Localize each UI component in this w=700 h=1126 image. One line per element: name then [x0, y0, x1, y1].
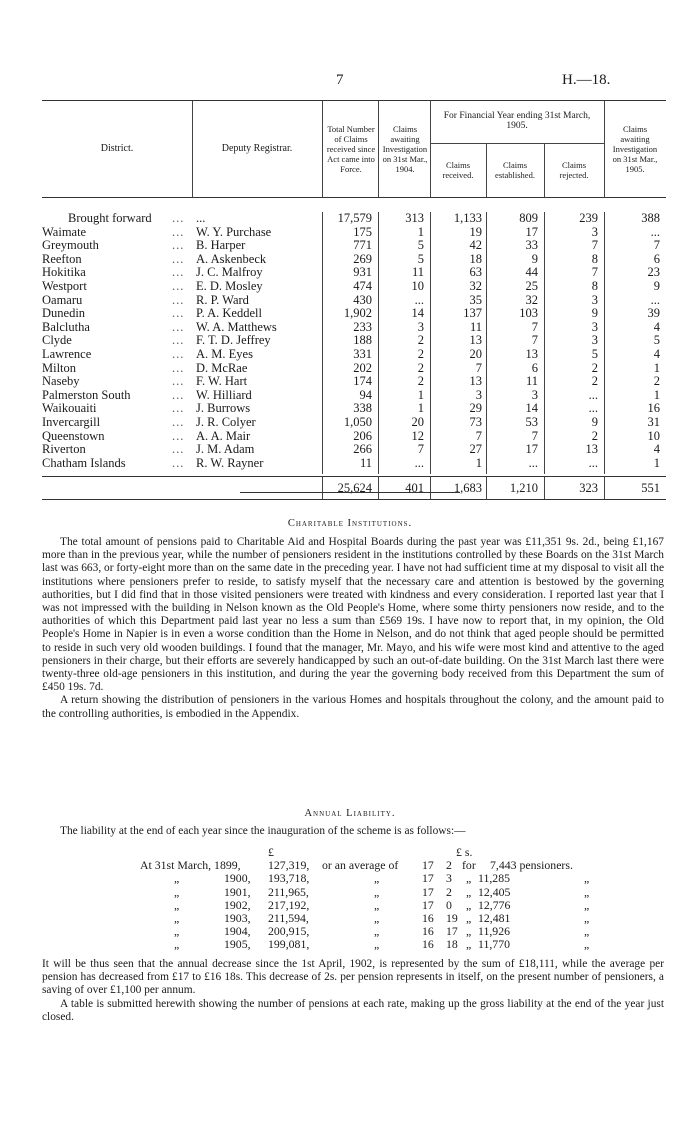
rejected-cell: 13	[585, 442, 598, 457]
header-established: Claims established.	[495, 160, 535, 180]
liability-year: 1905,	[224, 937, 251, 952]
liability-row	[42, 859, 662, 872]
district-cell: Greymouth	[42, 238, 99, 253]
liability-l: 16	[422, 910, 434, 925]
liability-for: for	[462, 858, 476, 873]
district-cell: Oamaru	[42, 292, 83, 307]
district-cell: Reefton	[42, 251, 82, 266]
table-header	[42, 100, 666, 198]
registrar-cell: R. P. Ward	[196, 292, 249, 307]
table-row	[42, 362, 666, 376]
header-registrar: Deputy Registrar.	[221, 143, 293, 154]
liability-for: „	[466, 871, 472, 886]
total-cell: 338	[353, 401, 372, 416]
received-cell: 11	[469, 319, 482, 334]
district-cell: Riverton	[42, 442, 86, 457]
liability-row	[42, 872, 662, 885]
awaiting-1904-cell: 2	[417, 333, 424, 348]
total-cell: 331	[353, 346, 372, 361]
awaiting-1905-cell: 4	[653, 346, 660, 361]
liability-s: 2	[446, 884, 452, 899]
awaiting-1905-cell: 23	[647, 265, 660, 280]
established-cell: 25	[525, 278, 538, 293]
awaiting-1905-cell: ...	[650, 292, 660, 307]
table-row	[42, 334, 666, 348]
leader-dots: ...	[172, 333, 185, 348]
total-cell: 206	[353, 428, 372, 443]
awaiting-1904-cell: 1	[417, 387, 424, 402]
header-financial-year: For Financial Year ending 31st March, 1905.	[443, 111, 591, 131]
awaiting-1904-cell: 2	[417, 360, 424, 375]
liability-for: „	[466, 897, 472, 912]
rejected-cell: 5	[591, 346, 598, 361]
liability-year: 1904,	[224, 924, 251, 939]
district-cell: Clyde	[42, 333, 72, 348]
total-rejected: 323	[579, 481, 598, 496]
table-row	[42, 430, 666, 444]
table-row	[42, 239, 666, 253]
registrar-cell: F. W. Hart	[196, 374, 248, 389]
established-cell: 7	[531, 333, 538, 348]
leader-dots: ...	[172, 346, 185, 361]
received-cell: 18	[469, 251, 482, 266]
liability-count: 11,926	[478, 924, 511, 939]
total-cell: 175	[353, 224, 372, 239]
leader-dots: ...	[172, 442, 185, 457]
total-awaiting-1904: 401	[405, 481, 424, 496]
received-cell: 19	[469, 224, 482, 239]
leader-dots: ...	[172, 428, 185, 443]
district-cell: Waikouaiti	[42, 401, 97, 416]
col-head-pound: £	[268, 845, 274, 859]
district-cell: Balclutha	[42, 319, 90, 334]
received-cell: 32	[469, 278, 482, 293]
annual-text	[42, 958, 664, 1024]
liability-amount: 217,192,	[268, 897, 310, 912]
annual-paragraph-1: It will be thus seen that the annual decrease since the 1st April, 1902, is represented by the sum of £18,111, while the average per pension has decreased from £17 to £16 18s. This decrease of 2s. per pension represents in itself, on the present number of pensioners, a saving of over £1,100 per annum.	[42, 958, 664, 997]
leader-dots: ...	[172, 401, 185, 416]
liability-row	[42, 912, 662, 925]
established-cell: 9	[531, 251, 538, 266]
established-cell: 53	[525, 414, 538, 429]
rejected-cell: 7	[591, 265, 598, 280]
awaiting-1905-cell: 31	[647, 414, 660, 429]
table-row	[42, 416, 666, 430]
established-cell: 17	[525, 224, 538, 239]
liability-amount: 211,594,	[268, 910, 309, 925]
registrar-cell: A. Askenbeck	[196, 251, 267, 266]
district-cell: Chatham Islands	[42, 455, 126, 470]
registrar-cell: W. Y. Purchase	[196, 224, 272, 239]
liability-amount: 211,965,	[268, 884, 309, 899]
awaiting-1905-cell: 10	[647, 428, 660, 443]
liability-amount: 199,081,	[268, 937, 310, 952]
table-row	[42, 280, 666, 294]
received-cell: 20	[469, 346, 482, 361]
registrar-cell: F. T. D. Jeffrey	[196, 333, 271, 348]
awaiting-1905-cell: 1	[653, 455, 660, 470]
table-row	[42, 457, 666, 471]
leader-dots: ...	[172, 278, 185, 293]
awaiting-1905-cell: 9	[653, 278, 660, 293]
header-district: District.	[100, 143, 134, 154]
liability-mid: „	[374, 884, 380, 899]
liability-row	[42, 886, 662, 899]
liability-count: 12,405	[478, 884, 511, 899]
total-cell: 188	[353, 333, 372, 348]
leader-dots: ...	[172, 224, 185, 239]
table-row	[42, 348, 666, 362]
table-totals	[42, 476, 666, 500]
total-cell: 1,902	[343, 306, 372, 321]
table-body	[42, 198, 666, 470]
awaiting-1905-cell: 5	[653, 333, 660, 348]
registrar-cell: A. M. Eyes	[196, 346, 253, 361]
total-cell: 1,050	[343, 414, 372, 429]
leader-dots: ...	[172, 319, 185, 334]
liability-count: 12,481	[478, 910, 511, 925]
total-cell: 233	[353, 319, 372, 334]
awaiting-1904-cell: 7	[417, 442, 424, 457]
registrar-cell: A. A. Mair	[196, 428, 251, 443]
rejected-cell: 2	[591, 428, 598, 443]
liability-row	[42, 925, 662, 938]
annual-intro	[42, 825, 664, 838]
rejected-cell: 8	[591, 278, 598, 293]
header-total: Total Number of Claims received since Act came into Force.	[326, 124, 376, 174]
liability-count: 11,770	[478, 937, 511, 952]
rejected-cell: 9	[591, 306, 598, 321]
district-cell: Dunedin	[42, 306, 86, 321]
liability-tail: „	[584, 910, 590, 925]
annual-title: Annual Liability.	[304, 808, 396, 819]
liability-count: 11,285	[478, 871, 511, 886]
table-row	[42, 294, 666, 308]
liability-prefix: At 31st March, 1899,	[140, 858, 241, 873]
received-cell: 42	[469, 238, 482, 253]
rejected-cell: 8	[591, 251, 598, 266]
total-cell: 174	[353, 374, 372, 389]
registrar-cell: J. Burrows	[196, 401, 251, 416]
liability-s: 3	[446, 871, 452, 886]
total-established: 1,210	[509, 481, 538, 496]
charitable-title: Charitable Institutions.	[287, 518, 413, 529]
established-cell: 809	[519, 211, 538, 225]
registrar-cell: W. A. Matthews	[196, 319, 277, 334]
table-row	[42, 307, 666, 321]
total-cell: 474	[353, 278, 372, 293]
liability-mid: „	[374, 910, 380, 925]
liability-table	[42, 846, 662, 952]
awaiting-1904-cell: ...	[414, 455, 424, 470]
leader-dots: ...	[172, 455, 185, 470]
leader-dots: ...	[172, 374, 185, 389]
liability-for: „	[466, 884, 472, 899]
total-cell: 269	[353, 251, 372, 266]
district-cell: Naseby	[42, 374, 80, 389]
awaiting-1905-cell: 7	[653, 238, 660, 253]
liability-s: 0	[446, 897, 452, 912]
district-cell: Hokitika	[42, 265, 86, 280]
liability-tail: „	[584, 897, 590, 912]
liability-tail: „	[584, 924, 590, 939]
liability-amount: 127,319,	[268, 858, 310, 873]
charitable-text	[42, 536, 664, 721]
table-row	[42, 266, 666, 280]
col-head-pound-shilling: £ s.	[456, 845, 473, 859]
liability-amount: 200,915,	[268, 924, 310, 939]
registrar-cell: D. McRae	[196, 360, 248, 375]
received-cell: 7	[475, 428, 482, 443]
leader-dots: ...	[172, 292, 185, 307]
established-cell: 11	[525, 374, 538, 389]
district-cell: Invercargill	[42, 414, 101, 429]
table-row	[42, 321, 666, 335]
header-rejected: Claims rejected.	[559, 160, 589, 180]
registrar-cell: R. W. Rayner	[196, 455, 264, 470]
liability-s: 2	[446, 858, 452, 873]
registrar-cell: J. C. Malfroy	[196, 265, 263, 280]
leader-dots: ...	[172, 251, 185, 266]
awaiting-1904-cell: 10	[411, 278, 424, 293]
liability-mid: „	[374, 871, 380, 886]
awaiting-1904-cell: 2	[417, 374, 424, 389]
registrar-cell: E. D. Mosley	[196, 278, 263, 293]
awaiting-1904-cell: 1	[417, 224, 424, 239]
liability-s: 17	[446, 924, 458, 939]
district-cell: Brought forward	[68, 211, 152, 225]
total-cell: 11	[359, 455, 372, 470]
rejected-cell: 3	[591, 224, 598, 239]
district-cell: Milton	[42, 360, 77, 375]
established-cell: ...	[528, 455, 538, 470]
rejected-cell: 3	[591, 319, 598, 334]
registrar-cell: B. Harper	[196, 238, 246, 253]
liability-s: 19	[446, 910, 458, 925]
table-row	[42, 253, 666, 267]
leader-dots: ...	[172, 306, 185, 321]
awaiting-1905-cell: 2	[653, 374, 660, 389]
charitable-paragraph-1: The total amount of pensions paid to Charitable Aid and Hospital Boards during the past year was £11,351 9s. 2d., being £1,167 more than in the previous year, while the number of pensioners resident in the institutions controlled by these Boards on the 31st March last was 663, or forty-eight more than on the same date in the preceding year. I have not had sufficient time at my disposal to visit all the institutions where pensioners prefer to reside, to satisfy myself that the necessary care and attention is bestowed by the governing authorities, but I did find that in those visited pensioners were treated with kindness and every consideration. I reported last year that I was not impressed with the building in Nelson known as the Old People's Home, where some thirty pensioners now reside, and to the authorities of which this Department paid last year no less a sum than £569 19s. I have now to report that, in my opinion, the Old People's Home in Napier is in even a worse condition than the Home in Nelson, and do not think that aged people should be permitted to reside in such very old wooden buildings. I found that the manager, Mr. Mayo, and his wife were most kind and attentive to the aged pensioners in their charge, but their efforts are severely handicapped by such an out-of-date building. On the 31st March last there were twenty-three old-age pensioners in this institution, and during the year the governing body received from this Department the sum of £450 19s. 7d.	[42, 536, 664, 694]
liability-prefix: „	[174, 937, 180, 952]
established-cell: 33	[525, 238, 538, 253]
total-cell: 266	[353, 442, 372, 457]
received-cell: 1	[475, 455, 482, 470]
total-cell: 17,579	[337, 211, 372, 225]
total-awaiting-1905: 551	[641, 481, 660, 496]
table-row	[42, 443, 666, 457]
established-cell: 13	[525, 346, 538, 361]
liability-mid: „	[374, 924, 380, 939]
header-awaiting-1905: Claims awaiting Investigation on 31st Mar., 1905.	[612, 124, 658, 174]
liability-prefix: „	[174, 924, 180, 939]
document-code: H.—18.	[562, 72, 611, 88]
liability-row	[42, 938, 662, 951]
established-cell: 103	[519, 306, 538, 321]
liability-count: 12,776	[478, 897, 511, 912]
received-cell: 7	[475, 360, 482, 375]
liability-tail: „	[584, 884, 590, 899]
established-cell: 44	[525, 265, 538, 280]
total-cell: 430	[353, 292, 372, 307]
awaiting-1904-cell: 2	[417, 346, 424, 361]
district-cell: Westport	[42, 278, 87, 293]
awaiting-1904-cell: 3	[417, 319, 424, 334]
awaiting-1904-cell: 5	[417, 251, 424, 266]
rejected-cell: ...	[588, 401, 598, 416]
district-cell: Queenstown	[42, 428, 105, 443]
awaiting-1905-cell: 1	[653, 387, 660, 402]
district-cell: Lawrence	[42, 346, 92, 361]
liability-mid: „	[374, 897, 380, 912]
total-claims: 25,624	[337, 481, 372, 496]
liability-s: 18	[446, 937, 458, 952]
liability-prefix: „	[174, 871, 180, 886]
liability-l: 17	[422, 897, 434, 912]
liability-for: „	[466, 937, 472, 952]
rejected-cell: 2	[591, 360, 598, 375]
rejected-cell: 3	[591, 292, 598, 307]
leader-dots: ...	[172, 211, 185, 225]
received-cell: 27	[469, 442, 482, 457]
liability-amount: 193,718,	[268, 871, 310, 886]
received-cell: 13	[469, 333, 482, 348]
established-cell: 17	[525, 442, 538, 457]
total-cell: 931	[353, 265, 372, 280]
received-cell: 1,133	[453, 211, 482, 225]
established-cell: 7	[531, 319, 538, 334]
awaiting-1904-cell: ...	[414, 292, 424, 307]
liability-tail: „	[584, 871, 590, 886]
awaiting-1905-cell: 16	[647, 401, 660, 416]
awaiting-1904-cell: 12	[411, 428, 424, 443]
leader-dots: ...	[172, 387, 185, 402]
district-cell: Palmerston South	[42, 387, 131, 402]
liability-prefix: „	[174, 884, 180, 899]
received-cell: 3	[475, 387, 482, 402]
awaiting-1905-cell: ...	[650, 224, 660, 239]
awaiting-1904-cell: 5	[417, 238, 424, 253]
registrar-cell: J. M. Adam	[196, 442, 255, 457]
header-received: Claims received.	[442, 160, 474, 180]
total-cell: 94	[359, 387, 372, 402]
liability-l: 17	[422, 858, 434, 873]
awaiting-1904-cell: 313	[405, 211, 424, 225]
awaiting-1904-cell: 11	[411, 265, 424, 280]
total-cell: 771	[353, 238, 372, 253]
awaiting-1905-cell: 4	[653, 442, 660, 457]
received-cell: 73	[469, 414, 482, 429]
district-cell: Waimate	[42, 224, 87, 239]
liability-year: 1903,	[224, 910, 251, 925]
table-row	[42, 212, 666, 226]
liability-mid: „	[374, 937, 380, 952]
liability-year: 1901,	[224, 884, 251, 899]
section-divider	[240, 492, 460, 493]
pensions-table	[42, 100, 666, 500]
established-cell: 3	[531, 387, 538, 402]
liability-prefix: „	[174, 897, 180, 912]
received-cell: 137	[463, 306, 482, 321]
awaiting-1905-cell: 6	[653, 251, 660, 266]
rejected-cell: 7	[591, 238, 598, 253]
table-row	[42, 375, 666, 389]
liability-l: 17	[422, 884, 434, 899]
table-row	[42, 226, 666, 240]
awaiting-1904-cell: 20	[411, 414, 424, 429]
liability-mid: or an average of	[322, 858, 399, 873]
received-cell: 63	[469, 265, 482, 280]
annual-paragraph-2: A table is submitted herewith showing the number of pensions at each rate, making up the gross liability at the end of the year just closed.	[42, 997, 664, 1023]
established-cell: 6	[531, 360, 538, 375]
liability-row	[42, 899, 662, 912]
established-cell: 7	[531, 428, 538, 443]
rejected-cell: 239	[579, 211, 598, 225]
charitable-paragraph-2: A return showing the distribution of pensioners in the various Homes and hospitals throughout the colony, and the amount paid to the controlling authorities, is embodied in the Appendix.	[42, 694, 664, 720]
liability-for: „	[466, 910, 472, 925]
liability-for: „	[466, 924, 472, 939]
page-number: 7	[336, 72, 344, 88]
received-cell: 35	[469, 292, 482, 307]
table-row	[42, 402, 666, 416]
liability-count: 7,443 pensioners.	[490, 858, 573, 873]
table-row	[42, 389, 666, 403]
registrar-cell: W. Hilliard	[196, 387, 252, 402]
registrar-cell: ...	[196, 211, 206, 225]
registrar-cell: P. A. Keddell	[196, 306, 262, 321]
total-cell: 202	[353, 360, 372, 375]
liability-l: 16	[422, 924, 434, 939]
received-cell: 29	[469, 401, 482, 416]
liability-l: 17	[422, 871, 434, 886]
registrar-cell: J. R. Colyer	[196, 414, 256, 429]
awaiting-1904-cell: 1	[417, 401, 424, 416]
rejected-cell: ...	[588, 387, 598, 402]
leader-dots: ...	[172, 360, 185, 375]
leader-dots: ...	[172, 265, 185, 280]
leader-dots: ...	[172, 414, 185, 429]
leader-dots: ...	[172, 238, 185, 253]
awaiting-1905-cell: 39	[647, 306, 660, 321]
liability-year: 1900,	[224, 871, 251, 886]
total-received: 1,683	[453, 481, 482, 496]
liability-prefix: „	[174, 910, 180, 925]
rejected-cell: 3	[591, 333, 598, 348]
awaiting-1904-cell: 14	[411, 306, 424, 321]
liability-l: 16	[422, 937, 434, 952]
rejected-cell: 2	[591, 374, 598, 389]
received-cell: 13	[469, 374, 482, 389]
liability-tail: „	[584, 937, 590, 952]
awaiting-1905-cell: 4	[653, 319, 660, 334]
rejected-cell: 9	[591, 414, 598, 429]
awaiting-1905-cell: 1	[653, 360, 660, 375]
established-cell: 32	[525, 292, 538, 307]
liability-year: 1902,	[224, 897, 251, 912]
established-cell: 14	[525, 401, 538, 416]
rejected-cell: ...	[588, 455, 598, 470]
header-awaiting-1904: Claims awaiting Investigation on 31st Mar., 1904.	[382, 124, 428, 174]
awaiting-1905-cell: 388	[641, 211, 660, 225]
annual-intro-text: The liability at the end of each year since the inauguration of the scheme is as follows:—	[60, 825, 466, 837]
